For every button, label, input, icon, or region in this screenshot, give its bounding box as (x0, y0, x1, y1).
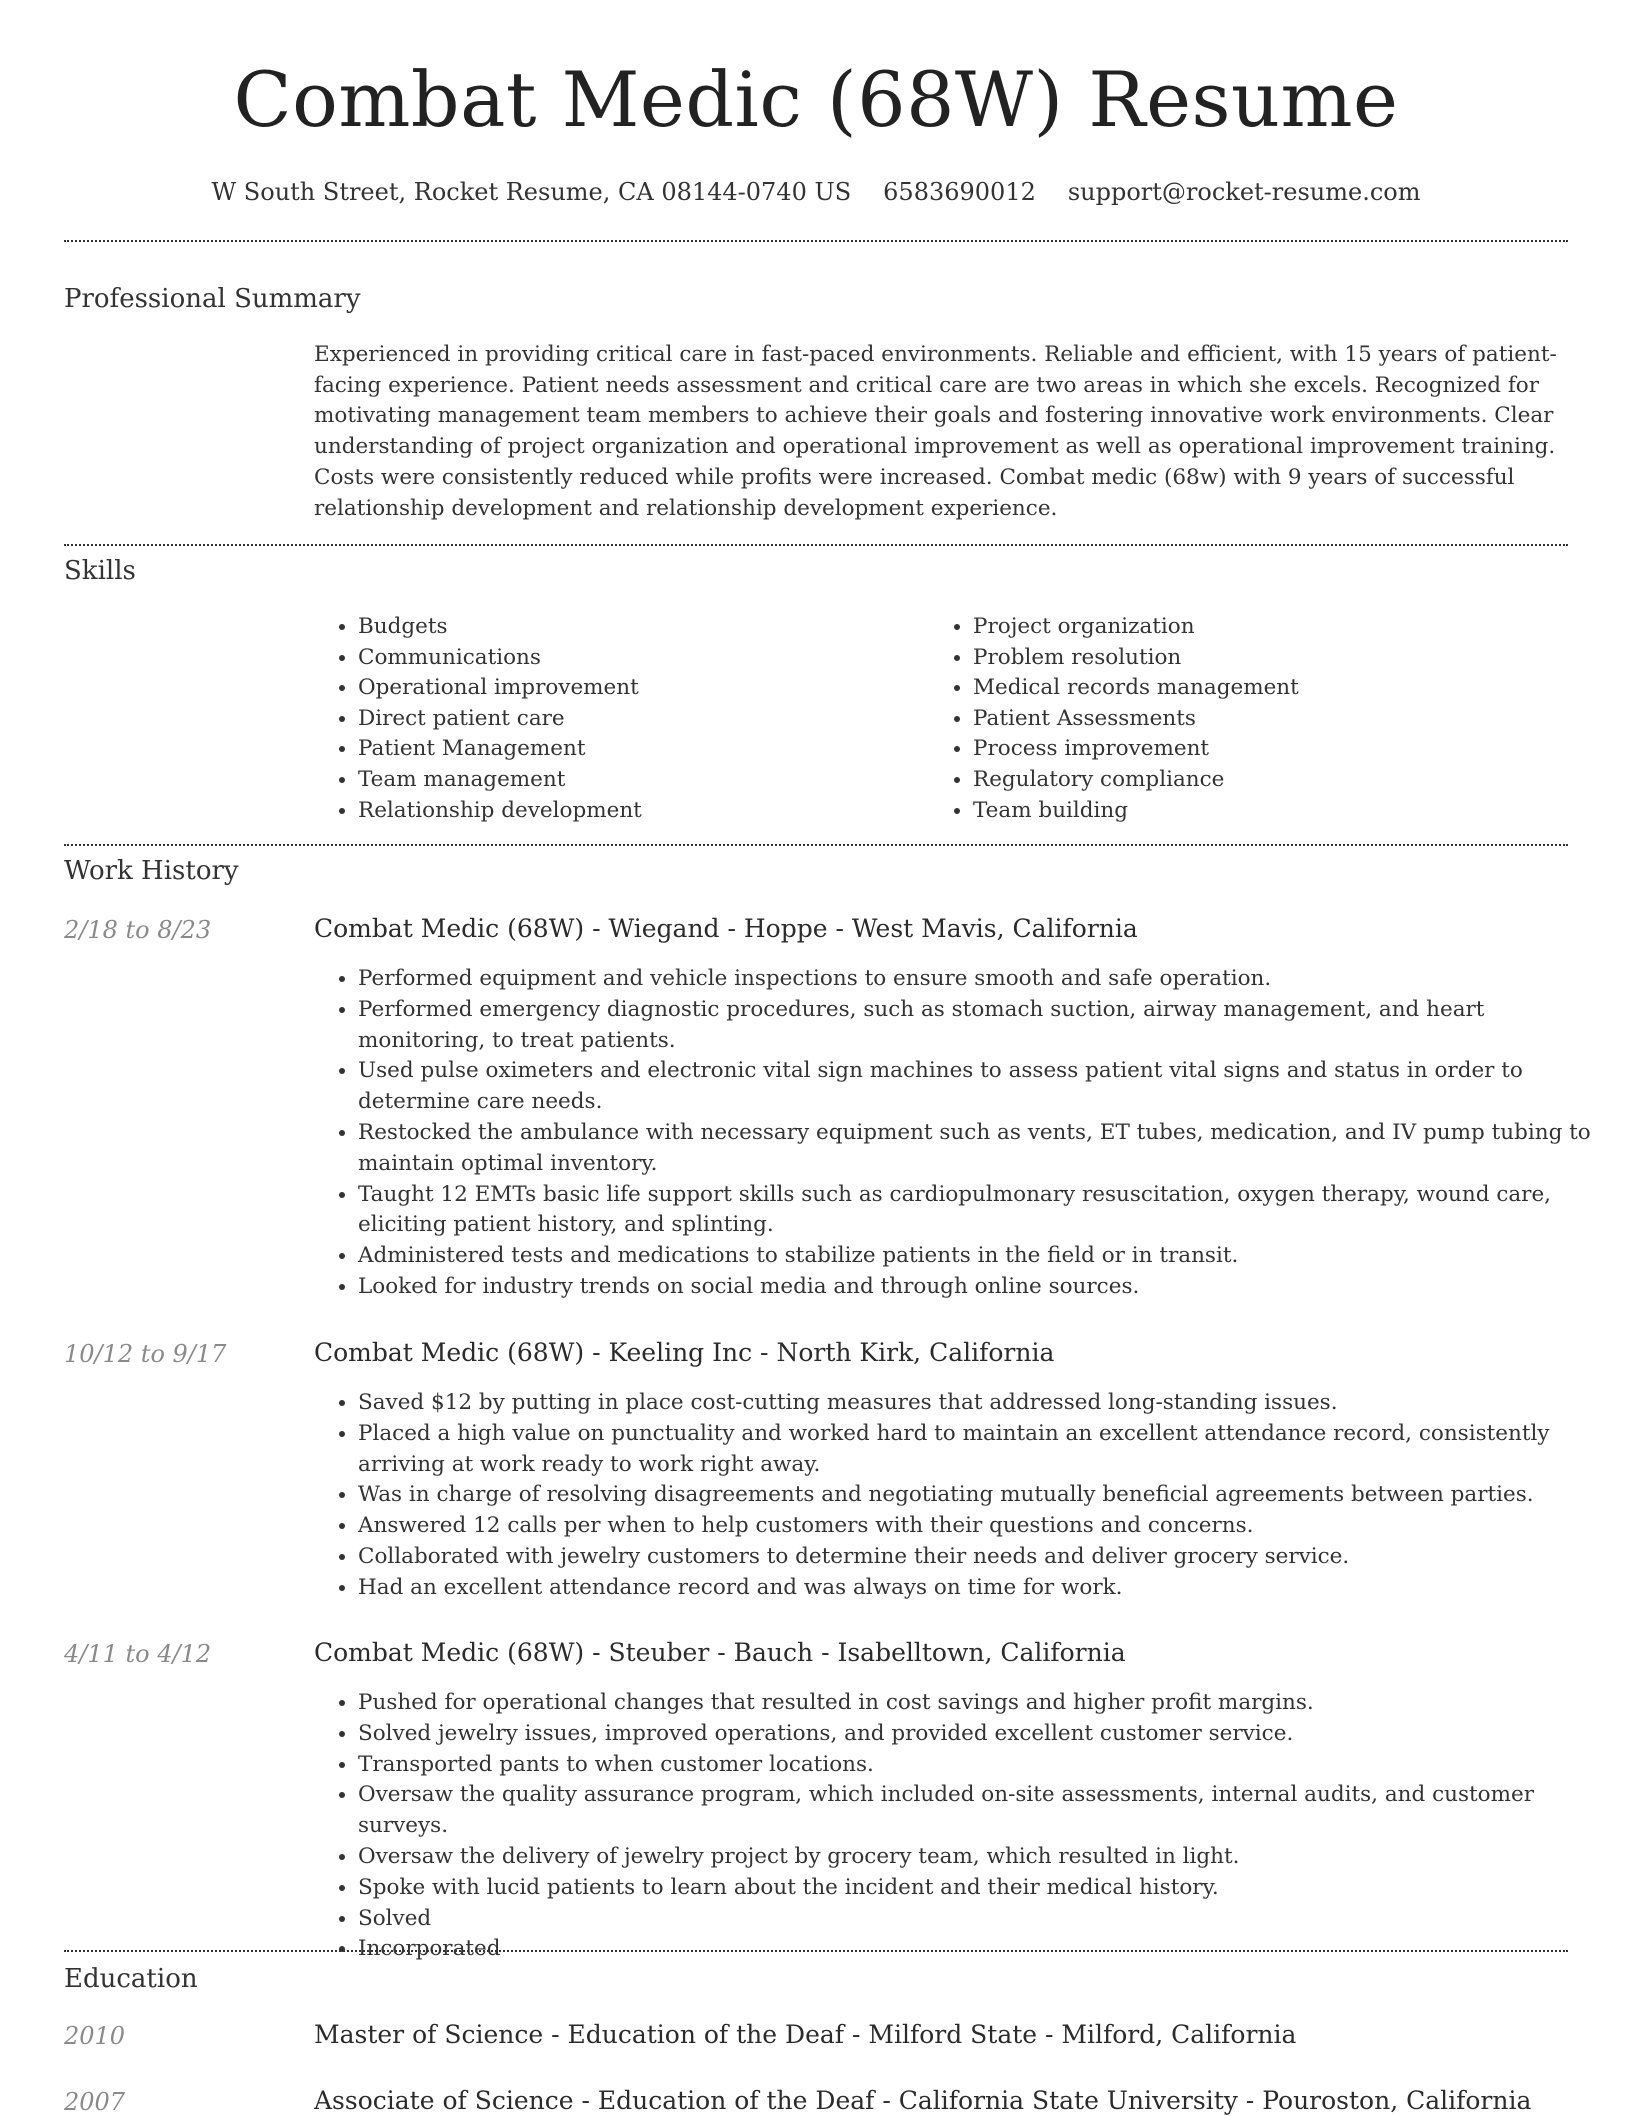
skill-item: • Medical records management (973, 673, 1573, 704)
skill-item: • Direct patient care (358, 704, 958, 735)
job-title: Combat Medic (68W) - Wiegand - Hoppe - West Mavis, California (314, 914, 1138, 943)
job-bullet: • Placed a high value on punctuality and worked hard to maintain an excellent attendance record, consistently arriving at work ready to work right away. (358, 1419, 1608, 1481)
section-divider (64, 1950, 1568, 1952)
job-dates: 10/12 to 9/17 (64, 1340, 227, 1368)
education-degree: Associate of Science - Education of the Deaf - California State University - Pouroston, California (314, 2086, 1532, 2115)
contact-email: support@rocket-resume.com (1067, 178, 1421, 206)
skill-item: • Patient Assessments (973, 704, 1573, 735)
job-dates: 2/18 to 8/23 (64, 916, 212, 944)
education-year: 2010 (64, 2022, 126, 2050)
job-bullet: • Looked for industry trends on social media and through online sources. (358, 1272, 1608, 1303)
skill-item: • Team building (973, 796, 1573, 827)
job-bullet: • Was in charge of resolving disagreements and negotiating mutually beneficial agreements between parties. (358, 1480, 1608, 1511)
skill-item: • Relationship development (358, 796, 958, 827)
section-divider (64, 240, 1568, 242)
contact-line (0, 178, 1632, 206)
section-title-work: Work History (64, 856, 239, 886)
skill-item: • Problem resolution (973, 643, 1573, 674)
job-bullet: • Saved $12 by putting in place cost-cutting measures that addressed long-standing issues. (358, 1388, 1608, 1419)
job-title: Combat Medic (68W) - Steuber - Bauch - Isabelltown, California (314, 1638, 1126, 1667)
skill-item: • Team management (358, 765, 958, 796)
job-bullet: • Spoke with lucid patients to learn about the incident and their medical history. (358, 1873, 1608, 1904)
job-bullet: • Collaborated with jewelry customers to determine their needs and deliver grocery service. (358, 1542, 1608, 1573)
summary-text: Experienced in providing critical care in fast-paced environments. Reliable and efficient, with 15 years of patient-facing experience. Patient needs assessment and critical care are two areas in which she excels. Recognized for motivating management team members to achieve their goals and fostering innovative work environments. Clear understanding of project organization and operational improvement as well as operational improvement training. Costs were consistently reduced while profits were increased. Combat medic (68w) with 9 years of successful relationship development and relationship development experience. (314, 342, 1557, 521)
job-bullet: • Solved jewelry issues, improved operations, and provided excellent customer service. (358, 1719, 1608, 1750)
skills-list-left (314, 612, 958, 826)
contact-address: W South Street, Rocket Resume, CA 08144-0740 US (211, 178, 852, 206)
job-bullet: • Had an excellent attendance record and was always on time for work. (358, 1573, 1608, 1604)
section-title-skills: Skills (64, 556, 136, 586)
job-dates: 4/11 to 4/12 (64, 1640, 212, 1668)
section-divider (64, 844, 1568, 846)
job-bullet: • Taught 12 EMTs basic life support skills such as cardiopulmonary resuscitation, oxygen therapy, wound care, eliciting patient history, and splinting. (358, 1180, 1608, 1242)
skill-item: • Project organization (973, 612, 1573, 643)
education-year: 2007 (64, 2088, 126, 2116)
skill-item: • Regulatory compliance (973, 765, 1573, 796)
resume-title: Combat Medic (68W) Resume (233, 55, 1399, 144)
section-title-summary: Professional Summary (64, 284, 361, 314)
contact-phone: 6583690012 (883, 178, 1036, 206)
job-bullets (314, 1688, 1608, 1965)
job-bullet: • Oversaw the quality assurance program, which included on-site assessments, internal audits, and customer surveys. (358, 1780, 1608, 1842)
section-divider (64, 544, 1568, 546)
job-title: Combat Medic (68W) - Keeling Inc - North Kirk, California (314, 1338, 1055, 1367)
resume-header (0, 0, 1632, 206)
job-bullet: • Incorporated (358, 1934, 1608, 1965)
job-bullet: • Restocked the ambulance with necessary equipment such as vents, ET tubes, medication, and IV pump tubing to maintain optimal inventory. (358, 1118, 1608, 1180)
job-bullet: • Solved (358, 1904, 1608, 1935)
skill-item: • Communications (358, 643, 958, 674)
education-degree: Master of Science - Education of the Deaf - Milford State - Milford, California (314, 2020, 1297, 2049)
job-bullet: • Pushed for operational changes that resulted in cost savings and higher profit margins. (358, 1688, 1608, 1719)
job-bullet: • Performed emergency diagnostic procedures, such as stomach suction, airway management, and heart monitoring, to treat patients. (358, 995, 1608, 1057)
job-bullet: • Administered tests and medications to stabilize patients in the field or in transit. (358, 1241, 1608, 1272)
job-bullet: • Answered 12 calls per when to help customers with their questions and concerns. (358, 1511, 1608, 1542)
job-bullet: • Transported pants to when customer locations. (358, 1750, 1608, 1781)
skill-item: • Operational improvement (358, 673, 958, 704)
skill-item: • Process improvement (973, 734, 1573, 765)
skills-list-right (929, 612, 1573, 826)
skill-item: • Budgets (358, 612, 958, 643)
job-bullet: • Oversaw the delivery of jewelry project by grocery team, which resulted in light. (358, 1842, 1608, 1873)
job-bullet: • Used pulse oximeters and electronic vital sign machines to assess patient vital signs and status in order to determine care needs. (358, 1056, 1608, 1118)
job-bullet: • Performed equipment and vehicle inspections to ensure smooth and safe operation. (358, 964, 1608, 995)
section-title-education: Education (64, 1964, 198, 1994)
job-bullets (314, 964, 1608, 1303)
skill-item: • Patient Management (358, 734, 958, 765)
job-bullets (314, 1388, 1608, 1604)
